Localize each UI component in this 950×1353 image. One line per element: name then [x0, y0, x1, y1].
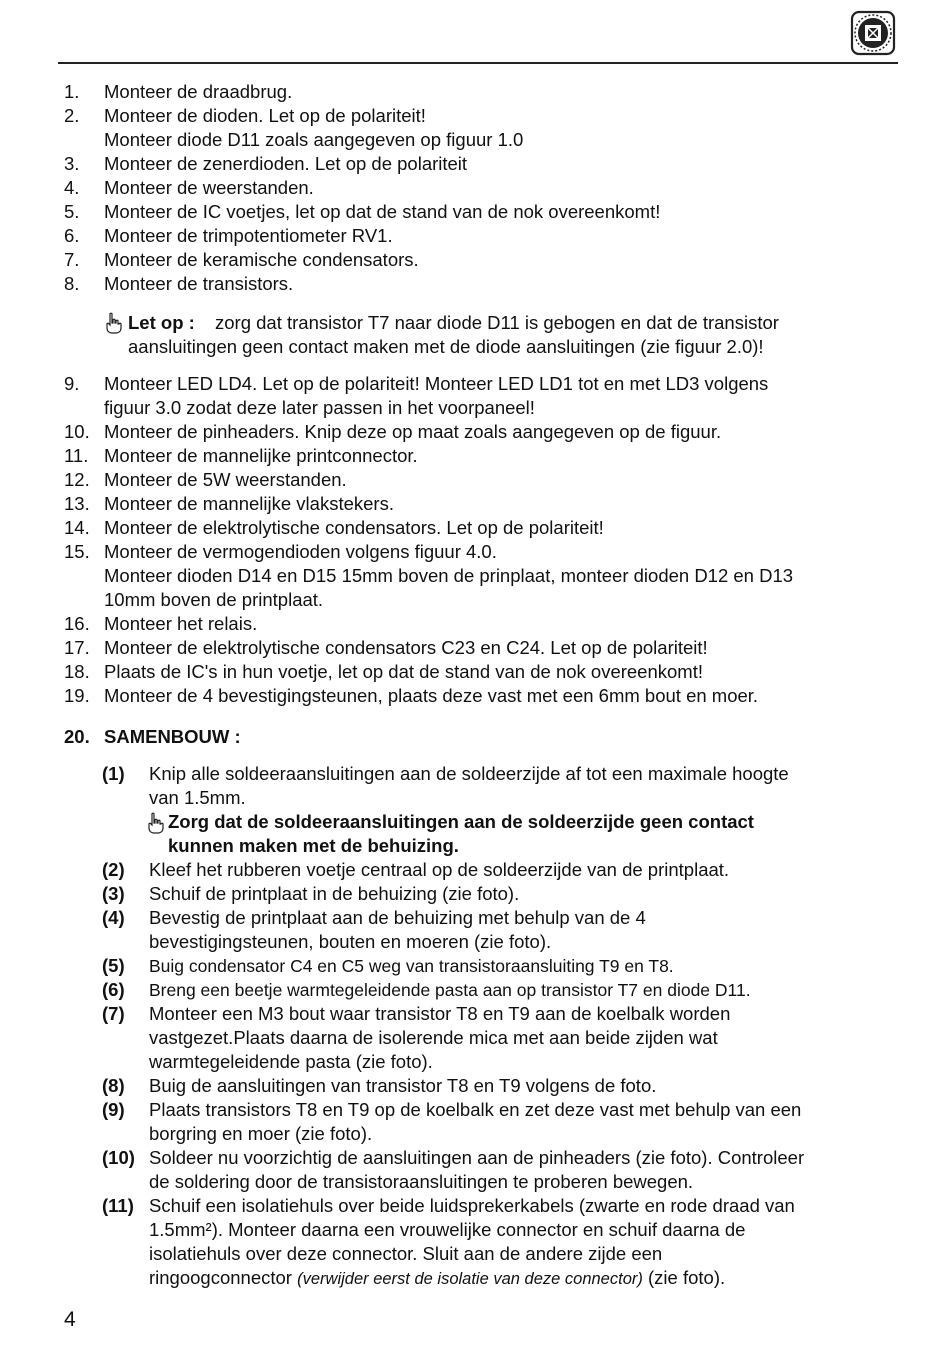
substep-text: borgring en moer (zie foto). [149, 1123, 373, 1144]
step-number: 11. [64, 445, 89, 466]
step-text: Monteer de trimpotentiometer RV1. [104, 225, 393, 246]
substep-text: warmtegeleidende pasta (zie foto). [149, 1051, 433, 1072]
substep-number: (7) [102, 1003, 125, 1024]
step-number: 5. [64, 201, 80, 222]
step-text: Monteer de draadbrug. [104, 81, 293, 102]
step-text: Monteer de zenerdioden. Let op de polariteit [104, 153, 468, 174]
substep-text: vastgezet.Plaats daarna de isolerende mica met aan beide zijden wat [149, 1027, 718, 1048]
substep-number: (5) [102, 955, 125, 976]
substep-number: (11) [102, 1195, 134, 1216]
substep-text: isolatiehuls over deze connector. Sluit aan de andere zijde een [149, 1243, 663, 1264]
step-text: Monteer het relais. [104, 613, 258, 634]
substep-text: de soldering door de transistoraansluitingen te proberen bewegen. [149, 1171, 694, 1192]
note-text: aansluitingen geen contact maken met de diode aansluitingen (zie figuur 2.0)! [128, 336, 764, 357]
step-text: Monteer diode D11 zoals aangegeven op figuur 1.0 [104, 129, 524, 150]
substep-text: bevestigingsteunen, bouten en moeren (zie foto). [149, 931, 552, 952]
substep-text: Plaats transistors T8 en T9 op de koelbalk en zet deze vast met behulp van een [149, 1099, 802, 1120]
step-number: 7. [64, 249, 80, 270]
step-number: 8. [64, 273, 80, 294]
step-text: Monteer de weerstanden. [104, 177, 314, 198]
substep-text: Buig condensator C4 en C5 weg van transistoraansluiting T9 en T8. [149, 956, 674, 976]
step-text: Monteer de transistors. [104, 273, 294, 294]
step-text: Monteer de keramische condensators. [104, 249, 419, 270]
step-number: 19. [64, 685, 90, 706]
step-text: Monteer de pinheaders. Knip deze op maat zoals aangegeven op de figuur. [104, 421, 722, 442]
section-number: 20. [64, 726, 90, 747]
substep-number: (2) [102, 859, 125, 880]
substep-text: Soldeer nu voorzichtig de aansluitingen aan de pinheaders (zie foto). Controleer [149, 1147, 805, 1168]
step-number: 13. [64, 493, 90, 514]
substep-text: Knip alle soldeeraansluitingen aan de soldeerzijde af tot een maximale hoogte [149, 763, 789, 784]
step-number: 10. [64, 421, 90, 442]
pointing-hand-icon [104, 312, 122, 334]
substep-number: (9) [102, 1099, 125, 1120]
step-number: 6. [64, 225, 80, 246]
step-number: 17. [64, 637, 90, 658]
substep-text: Kleef het rubberen voetje centraal op de soldeerzijde van de printplaat. [149, 859, 730, 880]
step-text: Monteer de vermogendioden volgens figuur 4.0. [104, 541, 497, 562]
warning-text: Zorg dat de soldeeraansluitingen aan de soldeerzijde geen contact [168, 811, 754, 832]
step-text: Monteer de mannelijke printconnector. [104, 445, 418, 466]
substep-italic-note: (verwijder eerst de isolatie van deze connector) [297, 1270, 643, 1288]
step-text: Monteer de elektrolytische condensators C23 en C24. Let op de polariteit! [104, 637, 708, 658]
note-text: zorg dat transistor T7 naar diode D11 is gebogen en dat de transistor [215, 312, 779, 333]
substep-text: Schuif de printplaat in de behuizing (zie foto). [149, 883, 520, 904]
substep-text: (zie foto). [648, 1267, 726, 1288]
step-number: 16. [64, 613, 90, 634]
pointing-hand-icon [146, 812, 164, 834]
step-text: Monteer de 4 bevestigingsteunen, plaats deze vast met een 6mm bout en moer. [104, 685, 759, 706]
step-text: Monteer de IC voetjes, let op dat de stand van de nok overeenkomt! [104, 201, 661, 222]
substep-number: (6) [102, 979, 125, 1000]
substep-text-last [149, 1266, 725, 1291]
step-text: Monteer de 5W weerstanden. [104, 469, 347, 490]
substep-number: (8) [102, 1075, 125, 1096]
step-text: Plaats de IC's in hun voetje, let op dat de stand van de nok overeenkomt! [104, 661, 703, 682]
step-text: Monteer dioden D14 en D15 15mm boven de prinplaat, monteer dioden D12 en D13 [104, 565, 794, 586]
substep-number: (3) [102, 883, 125, 904]
step-text: Monteer de elektrolytische condensators. Let op de polariteit! [104, 517, 604, 538]
substep-text: Monteer een M3 bout waar transistor T8 en T9 aan de koelbalk worden [149, 1003, 731, 1024]
velleman-logo-icon [850, 10, 896, 56]
header-rule [58, 62, 898, 64]
step-text: Monteer de dioden. Let op de polariteit! [104, 105, 426, 126]
page-number: 4 [64, 1308, 76, 1331]
substep-text: Schuif een isolatiehuls over beide luidsprekerkabels (zwarte en rode draad van [149, 1195, 795, 1216]
substep-number: (1) [102, 763, 125, 784]
step-number: 1. [64, 81, 80, 102]
section-title: SAMENBOUW : [104, 726, 241, 747]
substep-text: Bevestig de printplaat aan de behuizing met behulp van de 4 [149, 907, 646, 928]
note-label: Let op : [128, 312, 195, 333]
step-number: 2. [64, 105, 80, 126]
step-number: 18. [64, 661, 90, 682]
step-number: 14. [64, 517, 90, 538]
substep-number: (4) [102, 907, 125, 928]
step-text: Monteer de mannelijke vlakstekers. [104, 493, 394, 514]
step-text: figuur 3.0 zodat deze later passen in het voorpaneel! [104, 397, 535, 418]
substep-text: Buig de aansluitingen van transistor T8 en T9 volgens de foto. [149, 1075, 657, 1096]
step-number: 12. [64, 469, 90, 490]
step-number: 4. [64, 177, 80, 198]
step-number: 3. [64, 153, 80, 174]
substep-text: 1.5mm²). Monteer daarna een vrouwelijke connector en schuif daarna de [149, 1219, 746, 1240]
step-text: 10mm boven de printplaat. [104, 589, 324, 610]
step-number: 15. [64, 541, 90, 562]
substep-text: ringoogconnector [149, 1267, 292, 1288]
step-text: Monteer LED LD4. Let op de polariteit! Monteer LED LD1 tot en met LD3 volgens [104, 373, 769, 394]
warning-text: kunnen maken met de behuizing. [168, 835, 459, 856]
substep-number: (10) [102, 1147, 135, 1168]
substep-text: van 1.5mm. [149, 787, 246, 808]
substep-text: Breng een beetje warmtegeleidende pasta aan op transistor T7 en diode D11. [149, 980, 751, 1000]
step-number: 9. [64, 373, 80, 394]
